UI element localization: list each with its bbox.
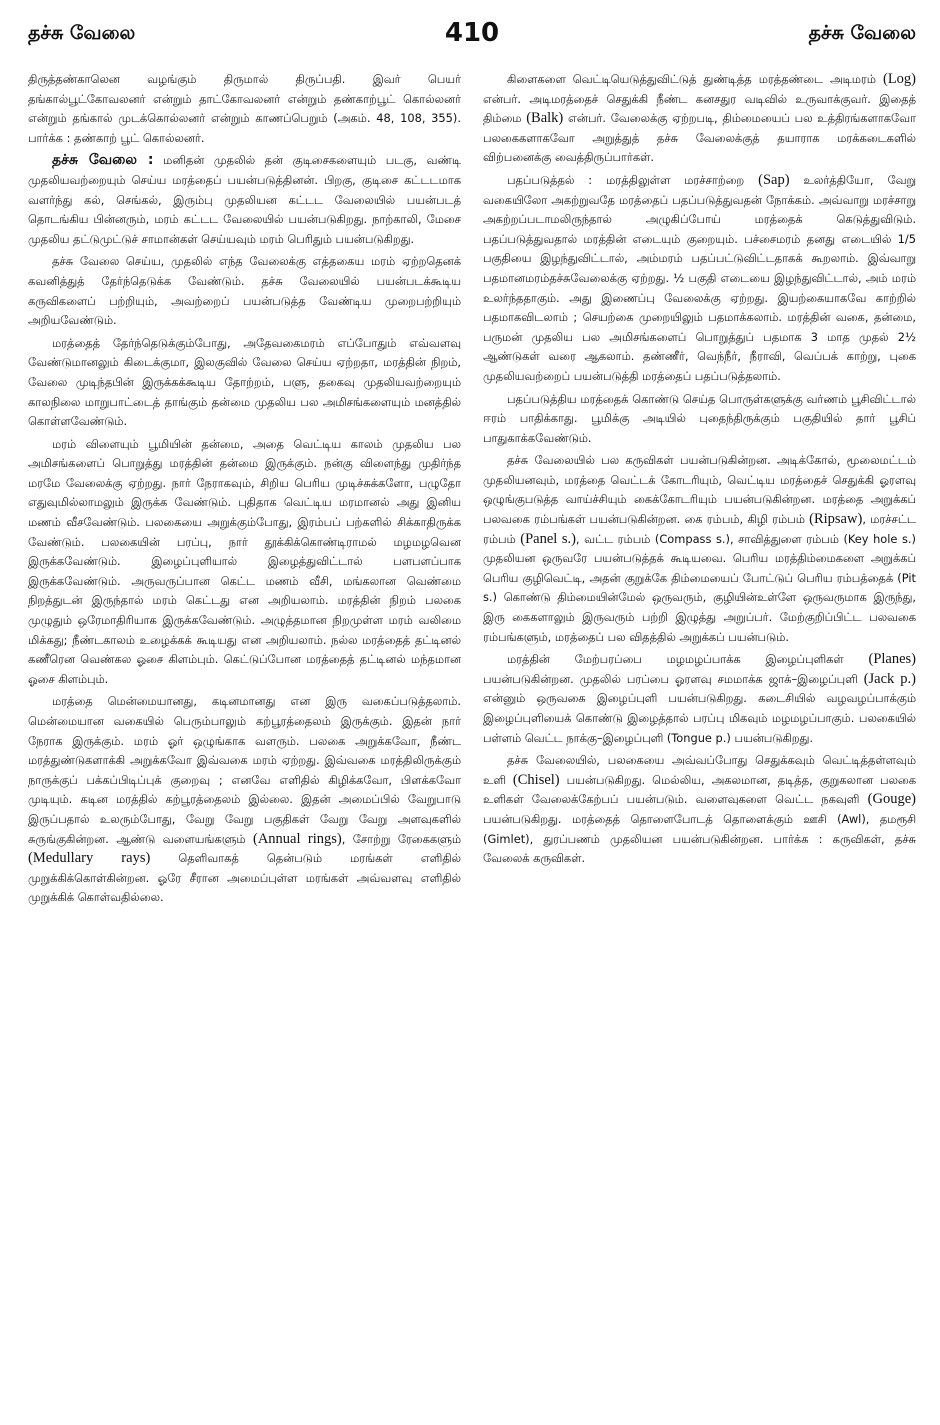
paragraph: மரத்தைத் தேர்ந்தெடுக்கும்போது, அதேவகைமரம் எப்போதும் எவ்வளவு வேண்டுமானலும் கிடைக்குமா, இலகுவில் வேலை செய்ய ஏற்றதா, மரத்தின் நிறம், வேலை முடிந்தபின் இருக்கக்கூடிய தோற்றம், பளு, தகைவு முதலியவற்றையும் காலநிலை மாறுபாட்டைத் தாங்கும் தன்மை முதலிய பல அமிசங்களையும் மனத்தில் கொள்ளவேண்டும். — [28, 335, 461, 429]
entry-term: தச்சு வேலை : — [52, 152, 154, 169]
left-column — [28, 70, 461, 1385]
paragraph: தச்சு வேலை செய்ய, முதலில் எந்த வேலைக்கு எத்தகைய மரம் ஏற்றதெனக் கவனித்துத் தேர்ந்தெடுக்க வேண்டும். தச்சு வேலையில் பயன்படக்கூடிய கருவிகளைப் பற்றியும், அவற்றைப் பயன்படுத்த வேண்டிய முறைபற்றியும் அறியவேண்டும். — [28, 254, 461, 328]
paragraph: மரம் விளையும் பூமியின் தன்மை, அதை வெட்டிய காலம் முதலிய பல அமிசங்களைப் பொறுத்து மரத்தின் தன்மை இருக்கும். நன்கு விளைந்து முதிர்ந்த மரமே வேலைக்கு ஏற்றது. நார் நேராகவும், சிறிய பெரிய முடிச்சுக்களோ, பழுதோ எதுவுமில்லாமலும் இருக்க வேண்டும். புதிதாக வெட்டிய மரமானல் அது இனிய மணம் வீசவேண்டும். பலகையை அறுக்கும்போது, இரம்பப் பற்களில் சிக்காதிருக்க வேண்டும். பலகையின் பரப்பு, நார் தூக்கிக்கொண்டிராமல் மழமழவென இருக்கவேண்டும். இழைப்புளியால் இழைத்துவிட்டால் பளபளப்பாக இருக்கவேண்டும். அருவருப்பான கெட்ட மணம் வீசி, மங்கலான வெண்மை நிறத்துடன் இருந்தால் மரம் கெட்டது என அறியலாம். மரத்தின் நிறம் பலகை முழுதும் ஒரேமாதிரியாக இருக்கவேண்டும். அழுத்தமான நிறமுள்ள மரம் வலிமை மிக்கது; நீண்டகாலம் உழைக்கக் கூடியது என அறியலாம். நல்ல மரத்தைத் தட்டினல் கணீரென வெண்கல ஓசை கிளம்பும். கெட்டுப்போன மரத்தைத் தட்டினல் மந்தமான ஓசை கிளம்பும். — [28, 436, 461, 686]
paragraph: திருத்தண்காலென வழங்கும் திருமால் திருப்பதி. இவர் பெயர் தங்கால்பூட்கோவலனர் என்றும் தாட்கோவலனர் என்றும் தண்காற்பூட் கொல்லனர் என்றும் தங்கால் முடக்கொல்லனர் என்றும் காணப்பெறும் (அகம். 48, 108, 355). பார்க்க : தண்காற் பூட் கொல்லனர். — [28, 72, 461, 145]
running-head-right: தச்சு வேலை — [808, 22, 916, 44]
running-head-left: தச்சு வேலை — [28, 22, 136, 44]
page-number: 410 — [444, 18, 500, 48]
page-header — [28, 18, 916, 58]
paragraph: மரத்தின் மேற்பரப்பை மழமழப்பாக்க இழைப்புளிகள் (Planes) பயன்படுகின்றன. முதலில் பரப்பை ஓரளவு சமமாக்க ஜாக்–இழைப்புளி (Jack p.) என்னும் ஒருவகை இழைப்புளி பயன்படுகிறது. கடைசியில் வழவழப்பாக்கும் இழைப்புளியைக் கொண்டு இழைத்தால் பரப்பு மிகவும் மழமழப்பாகும். பலகையில் பள்ளம் வெட்ட நாக்கு–இழைப்புளி (Tongue p.) பயன்படுகிறது. — [483, 651, 916, 745]
paragraph: தச்சு வேலையில், பலகையை அவ்வப்போது செதுக்கவும் வெட்டித்தள்ளவும் உளி (Chisel) பயன்படுகிறது. மெல்லிய, அகலமான, தடித்த, குறுகலான பலகை உளிகள் வேலைக்கேற்பப் பயன்படும். வளைவுகளை வெட்ட நகவுளி (Gouge) பயன்படுகிறது. மரத்தைத் தொளைபோடத் தொளைக்கும் ஊசி (Awl), தமரூசி (Gimlet), துரப்பணம் முதலியன பயன்படுகின்றன. பார்க்க : கருவிகள், தச்சு வேலைக் கருவிகள். — [483, 753, 916, 866]
paragraph: பதப்படுத்தல் : மரத்திலுள்ள மரச்சாற்றை (Sap) உலர்த்தியோ, வேறு வகையிலோ அகற்றுவதே மரத்தைப் பதப்படுத்துவதன் நோக்கம். அவ்வாறு மரச்சாறு அகற்றப்படாமலிருந்தால் அழுகிப்போய் மரத்தைக் கெடுத்துவிடும். பதப்படுத்துவதால் மரத்தின் எடையும் குறையும். பச்சைமரம் தனது எடையில் 1/5 பகுதியை இழந்துவிட்டால், அம்மரம் பதப்பட்டுவிட்டதாகக் கூறலாம். இவ்வாறு பதமானமரம்தச்சுவேலைக்கு ஏற்றது. ½ பகுதி எடையை இழந்துவிட்டால், அம் மரம் உலர்ந்ததாகும். அது இணைப்பு வேலைக்கு ஏற்றது. இயற்கையாகவே காற்றில் பதமாகவிடலாம் ; செயற்கை முறையிலும் பதமாக்கலாம். மரத்தின் வகை, தன்மை, பருமன் முதலிய பல அமிசங்களைப் பொறுத்துப் பதமாக 3 மாத முதல் 2½ ஆண்டுகள் வரை ஆகலாம். தண்ணீர், வெந்நீர், நீராவி, வெப்பக் காற்று, புகை முதலியவற்றைப் பயன்படுத்தி மரத்தைப் பதப்படுத்தலாம். — [483, 171, 916, 383]
text-columns — [28, 70, 916, 1385]
paragraph: தச்சு வேலையில் பல கருவிகள் பயன்படுகின்றன. அடிக்கோல், மூலைமட்டம் முதலியனவும், மரத்தை வெட்டக் கோடரியும், வெட்டிய மரத்தைச் செதுக்கி ஓரளவு ஒழுங்குபடுத்த வாய்ச்சியும் கைக்கோடரியும் பயன்படுகின்றன. மரத்தை அறுக்கப் பலவகை ரம்பங்கள் பயன்படுகின்றன. கை ரம்பம், கிழி ரம்பம் (Ripsaw), மரச்சட்ட ரம்பம் (Panel s.), வட்ட ரம்பம் (Compass s.), சாவித்துளை ரம்பம் (Key hole s.) முதலியன ஒருவரே பயன்படுத்தக் கூடியவை. பெரிய மரத்திம்மைகளை அறுக்கப் பெரிய குழிவெட்டி, அதன் குறுக்கே திம்மையைப் போட்டுப் பெரிய ரம்பத்தைக் (Pit s.) கொண்டு திம்மையின்மேல் ஒருவரும், குழியின்உள்ளே ஒருவருமாக இருந்து, இரு கைகளாலும் இருவரும் பற்றி இழுத்து அறுப்பர். மேற்குறிப்பிட்ட பலவகை ரம்பங்களும், மரத்தைப் பல விதத்தில் அறுக்கப் பயன்படும். — [483, 453, 916, 644]
paragraph: பதப்படுத்திய மரத்தைக் கொண்டு செய்த பொருள்களுக்கு வர்ணம் பூசிவிட்டால் ஈரம் பாதிக்காது. பூமிக்கு அடியில் புதைந்திருக்கும் பகுதியில் தார் பூசிப் பாதுகாக்கவேண்டும். — [483, 391, 916, 445]
paragraph: கிளைகளை வெட்டியெடுத்துவிட்டுத் துண்டித்த மரத்தண்டை அடிமரம் (Log) என்பர். அடிமரத்தைச் செதுக்கி நீண்ட கனசதுர வடிவில் உருவாக்குவர். இதைத் திம்மை (Balk) என்பர். வேலைக்கு ஏற்றபடி, திம்மையைப் பல உத்திரங்களாகவோ பலகைகளாகவோ அறுத்துத் தச்சு வேலைக்குத் தயாராக மரக்கடைகளில் விற்பனைக்கு வைத்திருப்பார்கள். — [483, 71, 916, 165]
paragraph: தச்சு வேலை : மனிதன் முதலில் தன் குடிசைகளையும் படகு, வண்டி முதலியவற்றையும் செய்ய மரத்தைப் பயன்படுத்தினன். பிறகு, குடிசை கட்டடமாக வளர்ந்து கல், செங்கல், இரும்பு முதலியன கட்டட வேலையில் பயன்படத் தொடங்கிய பின்னரும், மரம் கட்டட வேலையில் பயன்படுகிறது. நாற்காலி, மேசை முதலிய தட்டுமுட்டுச் சாமான்கள் செய்யவும் மரம் பெரிதும் பயன்படுகிறது. — [28, 152, 461, 246]
right-column — [483, 70, 916, 1385]
paragraph: மரத்தை மென்மையானது, கடினமானது என இரு வகைப்படுத்தலாம். மென்மையான வகையில் பெரும்பாலும் கற்பூரத்தைலம் இருக்கும். இதன் நார் நேராக இருக்கும். மரம் ஓர் ஒழுங்காக வளரும். பலகை அறுக்கவோ, நீண்ட மரத்துண்டுகளாக்கி அறுக்கவோ இவ்வகை மரம் ஏற்றது. இவ்வகை மரத்திலிருக்கும் நாருக்குப் பக்கப்பிடிப்புக் குறைவு ; எனவே எளிதில் கிழிக்கவோ, பிளக்கவோ முடியும். கடின மரத்தில் கற்பூரத்தைலம் இல்லை. இதன் அமைப்பில் வேறுபாடு இருப்பதால் உலரும்போது, வேறு வேறு பகுதிகள் வேறு வேறு அளவுகளில் சுருங்குகின்றன. ஆண்டு வளையங்களும் (Annual rings), சோற்று ரேகைகளும் (Medullary rays) தெளிவாகத் தென்படும் மரங்கள் எளிதில் முறுக்கிக்கொள்கின்றன. ஓரே சீரான அமைப்புள்ள மரங்கள் அவ்வளவு எளிதில் முறுக்கிக் கொள்வதில்லை. — [28, 694, 461, 905]
